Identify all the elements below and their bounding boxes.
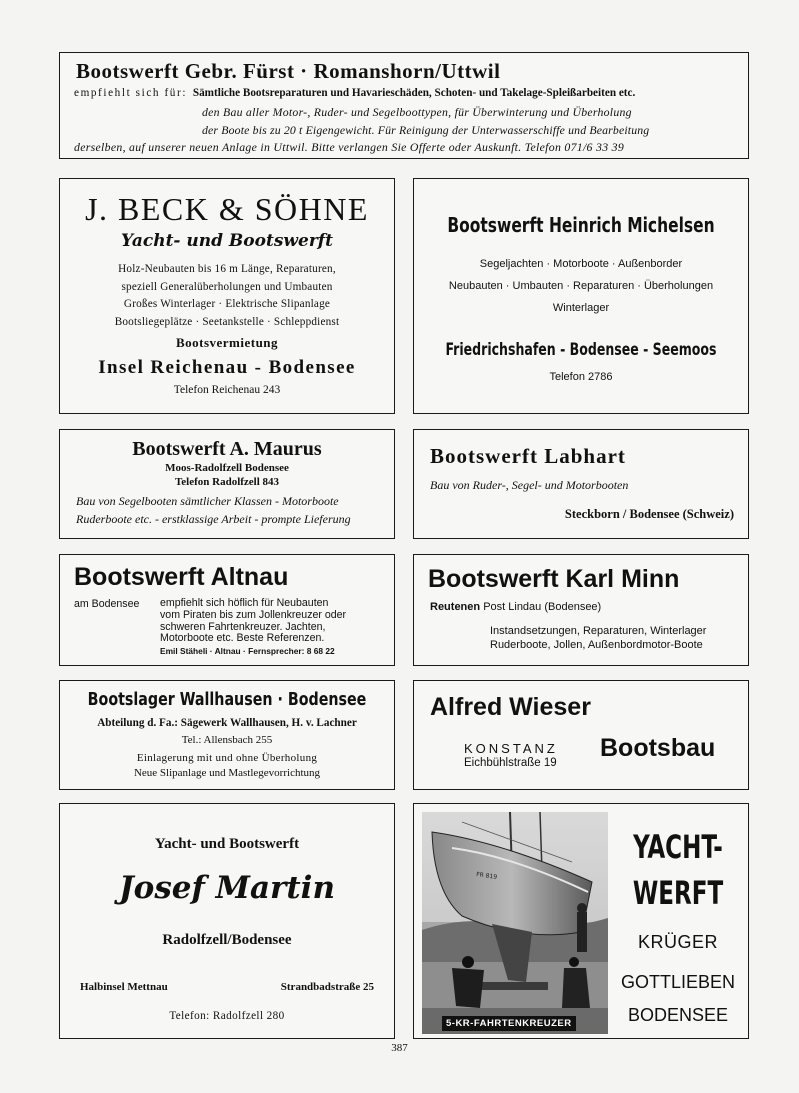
ad-text: vom Piraten bis zum Jollenkreuzer oder [160, 608, 347, 621]
ad-street: Eichbühlstraße 19 [464, 757, 557, 769]
ad-text: Bau von Segelbooten sämtlicher Klassen - Motorboote [76, 494, 339, 508]
ad-beck [59, 178, 395, 414]
ad-title-line2: WERFT [632, 874, 724, 912]
ad-text: schweren Fahrtenkreuzer. Jachten, [160, 620, 326, 633]
ad-phone: Telefon: Radolfzell 280 [169, 1010, 285, 1022]
ad-wallhausen [59, 680, 395, 790]
ad-location: Reutenen [430, 601, 481, 613]
ad-text: speziell Generalüberholungen und Umbauten [121, 280, 333, 293]
ad-script-title: Josef Martin [118, 870, 336, 906]
ad-title: Bootswerft Gebr. Fürst · Romanshorn/Uttwil [76, 59, 501, 83]
ad-text: Segeljachten · Motorboote · Außenborder [479, 258, 683, 270]
ad-text: Bau von Ruder-, Segel- und Motorbooten [430, 478, 629, 492]
ad-text: Großes Winterlager · Elektrische Slipanlage [123, 298, 331, 311]
ad-phone: Tel.: Allensbach 255 [181, 734, 273, 746]
ad-name: KRÜGER [637, 932, 718, 952]
ad-maurus [59, 429, 395, 539]
ad-text: Abteilung d. Fa.: Sägewerk Wallhausen, H. v. Lachner [97, 717, 357, 729]
hull-mark: FR 819 [475, 871, 498, 881]
ad-fuerst [59, 52, 749, 159]
ad-text: Bootsliegeplätze · Seetankstelle · Schleppdienst [114, 315, 340, 328]
ad-script-subtitle: Yacht- und Bootswerft [121, 231, 333, 251]
ad-title: Bootswerft Altnau [74, 563, 289, 591]
ad-text: Moos-Radolfzell Bodensee [165, 462, 289, 474]
ad-text: Motorboote etc. Beste Referenzen. [160, 632, 325, 645]
ad-michelsen [413, 178, 749, 414]
ad-text: Halbinsel Mettnau [80, 981, 168, 993]
ad-text: Ruderboote etc. - erstklassige Arbeit - prompte Lieferung [76, 512, 351, 526]
ad-city: KONSTANZ [464, 741, 558, 756]
ad-contact: Emil Stäheli · Altnau · Fernsprecher: 8 68 22 [160, 646, 335, 656]
ad-street: Strandbadstraße 25 [280, 981, 374, 993]
ad-location: Friedrichshafen - Bodensee - Seemoos [445, 340, 717, 360]
ad-location: Steckborn / Bodensee (Schweiz) [564, 507, 734, 521]
ad-text: den Bau aller Motor-, Ruder- und Segelboottypen, für Überwinterung und Überholung [202, 105, 632, 119]
ad-text: Ruderboote, Jollen, Außenbordmotor-Boote [490, 639, 703, 651]
ad-title: Bootslager Wallhausen · Bodensee [87, 689, 367, 710]
ad-text: empfiehlt sich höflich für Neubauten [160, 597, 329, 609]
ad-phone: Telefon 2786 [549, 371, 613, 383]
ad-title: J. BECK & SÖHNE [85, 191, 369, 227]
ad-location-rest: Post Lindau (Bodensee) [483, 601, 602, 613]
ad-region: BODENSEE [627, 1005, 729, 1025]
ad-text: Winterlager [552, 302, 610, 314]
ad-text: Holz-Neubauten bis 16 m Länge, Reparaturen, [118, 263, 336, 275]
ad-title: Bootswerft Labhart [430, 444, 626, 468]
ad-prefix: empfiehlt sich für: [74, 87, 188, 99]
ad-services [60, 261, 394, 331]
ad-text: der Boote bis zu 20 t Eigengewicht. Für Reinigung der Unterwasserschiffe und Bearbeitung [202, 123, 650, 137]
ad-title: Bootswerft Karl Minn [428, 565, 680, 593]
ad-text: Neubauten · Umbauten · Reparaturen · Überholungen [448, 280, 714, 292]
ad-text: Neue Slipanlage und Mastlegevorrichtung [133, 767, 321, 779]
boat-photo-svg [422, 812, 608, 1034]
ad-location: GOTTLIEBEN [620, 972, 736, 992]
ad-kruger [413, 803, 749, 1039]
ad-title: Alfred Wieser [430, 693, 591, 721]
ad-labhart [413, 429, 749, 539]
ad-services [160, 598, 346, 645]
ad-minn [413, 554, 749, 666]
ad-services: Sämtliche Bootsreparaturen und Havarieschäden, Schoten- und Takelage-Spleißarbeiten etc. [192, 87, 636, 99]
ad-martin [59, 803, 395, 1039]
ad-trade: Bootsbau [600, 734, 716, 762]
ad-location: Radolfzell/Bodensee [162, 932, 292, 948]
ad-text: derselben, auf unserer neuen Anlage in Uttwil. Bitte verlangen Sie Offerte oder Auskunft. Telefon 071/6 33 39 [74, 140, 625, 154]
ad-altnau [59, 554, 395, 666]
ad-text [430, 601, 601, 613]
ad-wieser [413, 680, 749, 790]
ad-title-line1: YACHT- [633, 828, 723, 866]
ad-text: Yacht- und Bootswerft [154, 836, 300, 852]
ad-phone: Telefon Reichenau 243 [173, 384, 281, 396]
ad-text: Instandsetzungen, Reparaturen, Winterlager [490, 625, 707, 637]
ad-title: Bootswerft A. Maurus [132, 438, 322, 460]
boat-photo [422, 812, 608, 1034]
photo-caption: 5-KR-FAHRTENKREUZER [442, 1016, 576, 1031]
ad-text: am Bodensee [74, 598, 140, 610]
ad-text: Einlagerung mit und ohne Überholung [136, 752, 318, 764]
ad-text: Bootsvermietung [175, 335, 279, 350]
ad-text [74, 87, 635, 99]
ad-location: Insel Reichenau - Bodensee [98, 357, 356, 378]
page-number: 387 [391, 1042, 408, 1054]
ad-title: Bootswerft Heinrich Michelsen [447, 213, 715, 237]
ad-phone: Telefon Radolfzell 843 [174, 476, 280, 488]
